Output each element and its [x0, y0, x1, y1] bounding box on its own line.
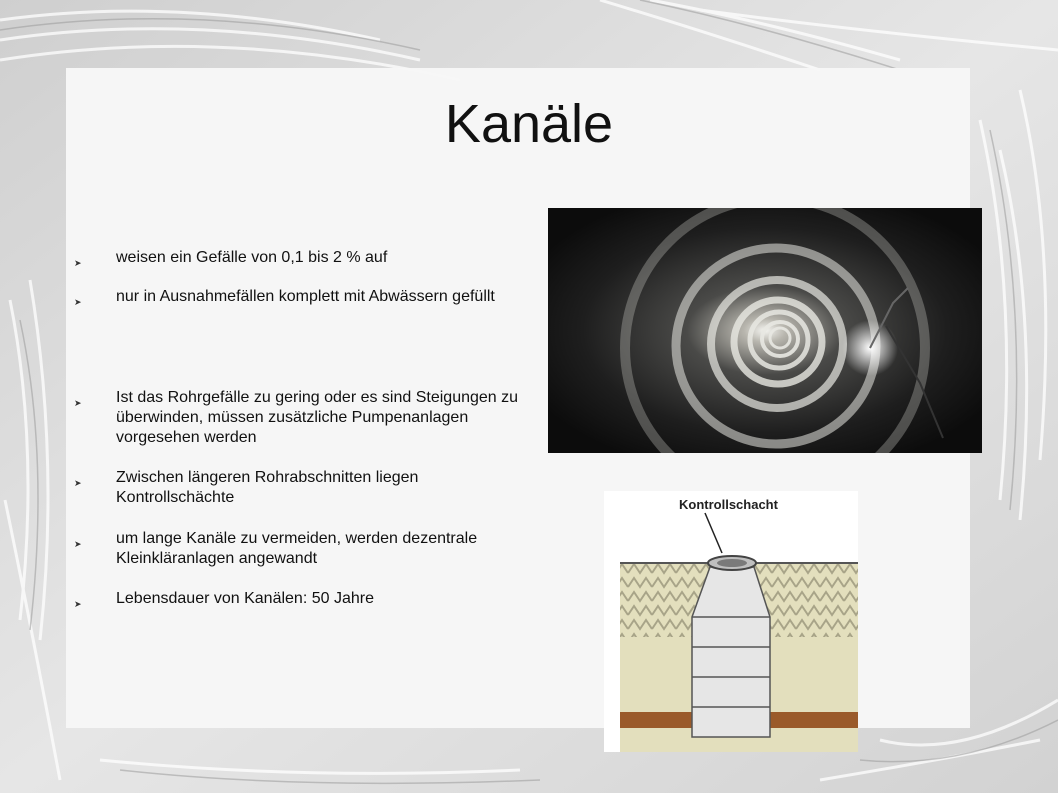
bullet-text: nur in Ausnahmefällen komplett mit Abwässern gefüllt: [116, 288, 495, 305]
arrow-bullet-icon: ➤: [74, 258, 82, 268]
bullet-text: Ist das Rohrgefälle zu gering oder es sind Steigungen zu überwinden, müssen zusätzliche Pumpenanlagen vorgesehen werden: [116, 389, 519, 446]
list-item: [74, 287, 534, 307]
bullet-text: Lebensdauer von Kanälen: 50 Jahre: [116, 590, 374, 607]
bullet-text: um lange Kanäle zu vermeiden, werden dezentrale Kleinkläranlagen angewandt: [116, 530, 478, 567]
arrow-bullet-icon: ➤: [74, 539, 82, 549]
diagram-label: Kontrollschacht: [679, 497, 778, 512]
sewer-tunnel-photo: [548, 208, 982, 453]
list-item: [74, 529, 534, 569]
arrow-bullet-icon: ➤: [74, 599, 82, 609]
bullet-text: weisen ein Gefälle von 0,1 bis 2 % auf: [116, 249, 388, 266]
slide-title: Kanäle: [444, 94, 614, 154]
kontrollschacht-diagram: [604, 491, 858, 752]
list-item: [74, 589, 534, 609]
arrow-bullet-icon: ➤: [74, 478, 82, 488]
list-item: [74, 468, 534, 508]
arrow-bullet-icon: ➤: [74, 398, 82, 408]
bullet-text: Zwischen längeren Rohrabschnitten liegen Kontrollschächte: [116, 469, 419, 506]
list-item: [74, 388, 534, 448]
list-item: [74, 248, 534, 268]
arrow-bullet-icon: ➤: [74, 297, 82, 307]
